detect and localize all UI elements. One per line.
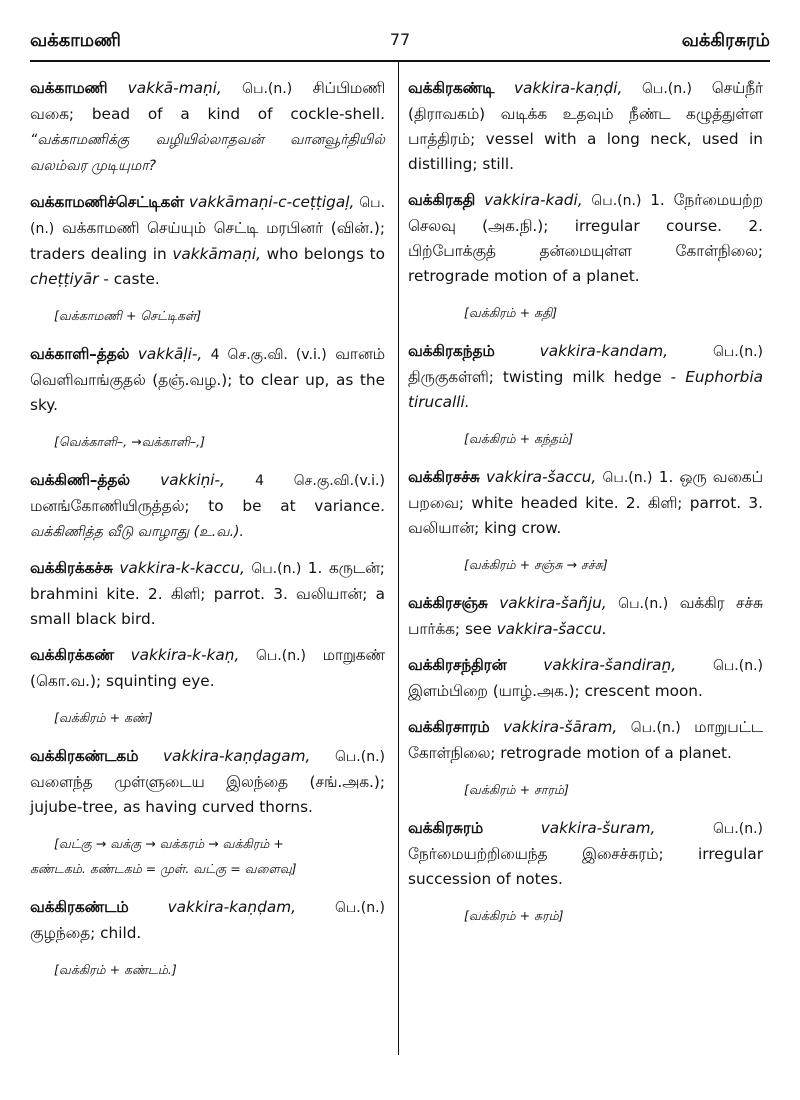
headword: வக்காமணி <box>30 79 108 97</box>
headword: வக்கிரகண்டம் <box>30 898 129 916</box>
definition: - caste. <box>103 270 160 288</box>
part-of-speech: பெ.(n.) <box>255 648 306 664</box>
page-header <box>30 26 770 56</box>
transliteration: vakkira-kaṇḍam, <box>167 898 296 916</box>
definition: வளைந்த முள்ளுடைய இலந்தை (சங்.அக.); jujube-tree, as having curved thorns. <box>30 773 385 816</box>
headword: வக்கிரசச்சு <box>408 468 480 486</box>
entry-vakkira-saccu <box>408 465 763 541</box>
definition: வக்கிர சச்சு பார்க்க; see <box>408 594 763 638</box>
definition: நேர்மையற்றியைந்த இசைச்சுரம்; irregular succession of notes. <box>408 845 763 888</box>
headword: வக்கிணி–த்தல் <box>30 471 130 489</box>
headword: வக்கிரசுரம் <box>408 819 484 837</box>
page-number: 77 <box>389 30 411 49</box>
etymology: [வக்காமணி + செட்டிகள்] <box>54 308 202 323</box>
transliteration: vakkira-k-kaṇ, <box>130 646 240 664</box>
definition: வானம் வெளிவாங்குதல் (தஞ்.வழ.); to clear up, as the sky. <box>30 345 385 414</box>
entry-vakkini-ttal <box>30 468 385 545</box>
transliteration: vakkira-kandam, <box>539 342 669 360</box>
header-left-guideword: வக்காமணி <box>30 30 121 51</box>
transliteration: vakkā-maṇi, <box>127 79 222 97</box>
etymology: [வட்கு → வக்கு → வக்கரம் → வக்கிரம் + <box>54 836 284 851</box>
part-of-speech: 4 செ.கு.வி. (v.i.) <box>210 347 327 363</box>
definition-italic: vakkira-šaccu. <box>496 620 607 638</box>
headword: வக்கிரகண்டி <box>408 79 495 97</box>
definition: 1. நேர்மையற்ற செலவு (அக.நி.); irregular course. 2. பிற்போக்குத் தன்மையுள்ள கோள்நிலை; retrograde motion of a planet. <box>408 191 763 285</box>
definition-italic: vakkāmaṇi, <box>172 245 261 263</box>
part-of-speech: பெ.(n.) <box>251 561 302 577</box>
etymology: [வெக்காளி–, →வக்காளி–,] <box>54 434 205 449</box>
entry-vakkira-sandiran <box>408 653 763 704</box>
headword: வக்கிரசந்திரன் <box>408 656 507 674</box>
right-column <box>408 76 763 942</box>
entry-vakkira-kandi <box>408 76 763 177</box>
etymology: [வக்கிரம் + சாரம்] <box>464 782 569 797</box>
etymology: [வக்கிரம் + கண்] <box>54 710 153 725</box>
transliteration: vakkira-kaṇḍi, <box>513 79 623 97</box>
header-rule <box>30 60 770 62</box>
part-of-speech: பெ.(n.) <box>712 344 763 360</box>
transliteration: vakkira-kaṇḍagam, <box>162 747 311 765</box>
part-of-speech: பெ.(n.) <box>30 195 386 237</box>
entry-vakkira-k-kaccu <box>30 556 385 632</box>
entry-vakkira-suram <box>408 816 763 892</box>
entry-vakkira-kandagam <box>30 744 385 820</box>
definition-italic: Euphorbia tirucalli. <box>408 368 763 411</box>
definition: who belongs to <box>266 245 385 263</box>
headword: வக்கிரகந்தம் <box>408 342 495 360</box>
entry-vakkira-kandam <box>30 895 385 946</box>
part-of-speech: பெ.(n.) <box>591 193 642 209</box>
definition: செய்நீர் (திராவகம்) வடிக்க உதவும் நீண்ட கழுத்துள்ள பாத்திரம்; vessel with a long neck, used in distilling; still. <box>408 79 763 173</box>
entry-vakkali-ttal <box>30 342 385 418</box>
entry-vakkira-saram <box>408 715 763 766</box>
part-of-speech: பெ.(n.) <box>642 81 693 97</box>
etymology: [வக்கிரம் + கந்தம்] <box>464 431 574 446</box>
left-column <box>30 76 385 996</box>
definition: குழந்தை; child. <box>30 924 142 942</box>
transliteration: vakkāmaṇi-c-ceṭṭigaḷ, <box>188 193 355 211</box>
etymology: [வக்கிரம் + கண்டம்.] <box>54 962 177 977</box>
definition: திருகுகள்ளி; twisting milk hedge - <box>408 368 677 386</box>
part-of-speech: பெ.(n.) <box>334 900 385 916</box>
headword: வக்கிரக்கச்சு <box>30 559 113 577</box>
entry-vakkira-sanju <box>408 591 763 642</box>
headword: வக்கிரசாரம் <box>408 718 490 736</box>
definition: இளம்பிறை (யாழ்.அக.); crescent moon. <box>408 682 703 700</box>
part-of-speech: பெ.(n.) <box>630 720 681 736</box>
usage-quote: “வக்காமணிக்கு வழியில்லாதவன் வானவூர்தியில் வலம்வர முடியுமா? <box>30 132 385 174</box>
transliteration: vakkira-šañju, <box>499 594 607 612</box>
transliteration: vakkira-šandiraṉ, <box>543 656 677 674</box>
part-of-speech: பெ.(n.) <box>618 596 669 612</box>
entry-vakkira-k-kan <box>30 643 385 694</box>
entry-vakkamani-c-cettigal <box>30 190 385 292</box>
etymology: [வக்கிரம் + கதி] <box>464 305 558 320</box>
part-of-speech: 4 செ.கு.வி.(v.i.) <box>255 473 385 489</box>
transliteration: vakkira-kadi, <box>483 191 583 209</box>
part-of-speech: பெ.(n.) <box>712 658 763 674</box>
headword: வக்கிரகண்டகம் <box>30 747 139 765</box>
column-divider <box>398 60 399 1055</box>
definition: மாறுபட்ட கோள்நிலை; retrograde motion of a planet. <box>408 718 763 762</box>
definition: வக்காமணி செய்யும் செட்டி மரபினர் (வின்.); traders dealing in <box>30 219 385 263</box>
headword: வக்காமணிச்செட்டிகள் <box>30 193 185 211</box>
transliteration: vakkira-šāram, <box>502 718 618 736</box>
entry-vakkira-kadi <box>408 188 763 289</box>
definition: 1. ஒரு வகைப் பறவை; white headed kite. 2. கிளி; parrot. 3. வலியான்; king crow. <box>408 468 763 537</box>
part-of-speech: பெ.(n.) <box>712 821 763 837</box>
entry-vakkamani <box>30 76 385 179</box>
transliteration: vakkira-šaccu, <box>485 468 597 486</box>
definition: மாறுகண் (கொ.வ.); squinting eye. <box>30 646 385 690</box>
transliteration: vakkiṇi-, <box>160 471 225 489</box>
etymology: [வக்கிரம் + சுரம்] <box>464 908 564 923</box>
transliteration: vakkira-k-kaccu, <box>119 559 245 577</box>
definition: 1. கருடன்; brahmini kite. 2. கிளி; parrot. 3. வலியான்; a small black bird. <box>30 559 385 628</box>
part-of-speech: பெ.(n.) <box>602 470 653 486</box>
etymology: கண்டகம். கண்டகம் = முள். வட்கு = வளைவு] <box>30 861 297 876</box>
transliteration: vakkāḷi-, <box>137 345 203 363</box>
headword: வக்கிரசஞ்சு <box>408 594 488 612</box>
etymology: [வக்கிரம் + சஞ்சு → சச்சு] <box>464 557 608 572</box>
part-of-speech: பெ.(n.) <box>334 749 385 765</box>
headword: வக்காளி–த்தல் <box>30 345 130 363</box>
usage-quote: வக்கிணித்த வீடு வாழாது (உ.வ.). <box>30 524 244 540</box>
definition: மனங்கோணியிருத்தல்; to be at variance. <box>30 497 385 515</box>
part-of-speech: பெ.(n.) <box>242 81 293 97</box>
transliteration: vakkira-šuram, <box>540 819 656 837</box>
header-right-guideword: வக்கிரசுரம் <box>681 30 770 51</box>
headword: வக்கிரகதி <box>408 191 476 209</box>
definition: சிப்பிமணி வகை; bead of a kind of cockle-shell. <box>30 79 385 123</box>
entry-vakkira-kandam-2 <box>408 339 763 415</box>
headword: வக்கிரக்கண் <box>30 646 114 664</box>
definition-italic: cheṭṭiyār <box>30 270 99 288</box>
